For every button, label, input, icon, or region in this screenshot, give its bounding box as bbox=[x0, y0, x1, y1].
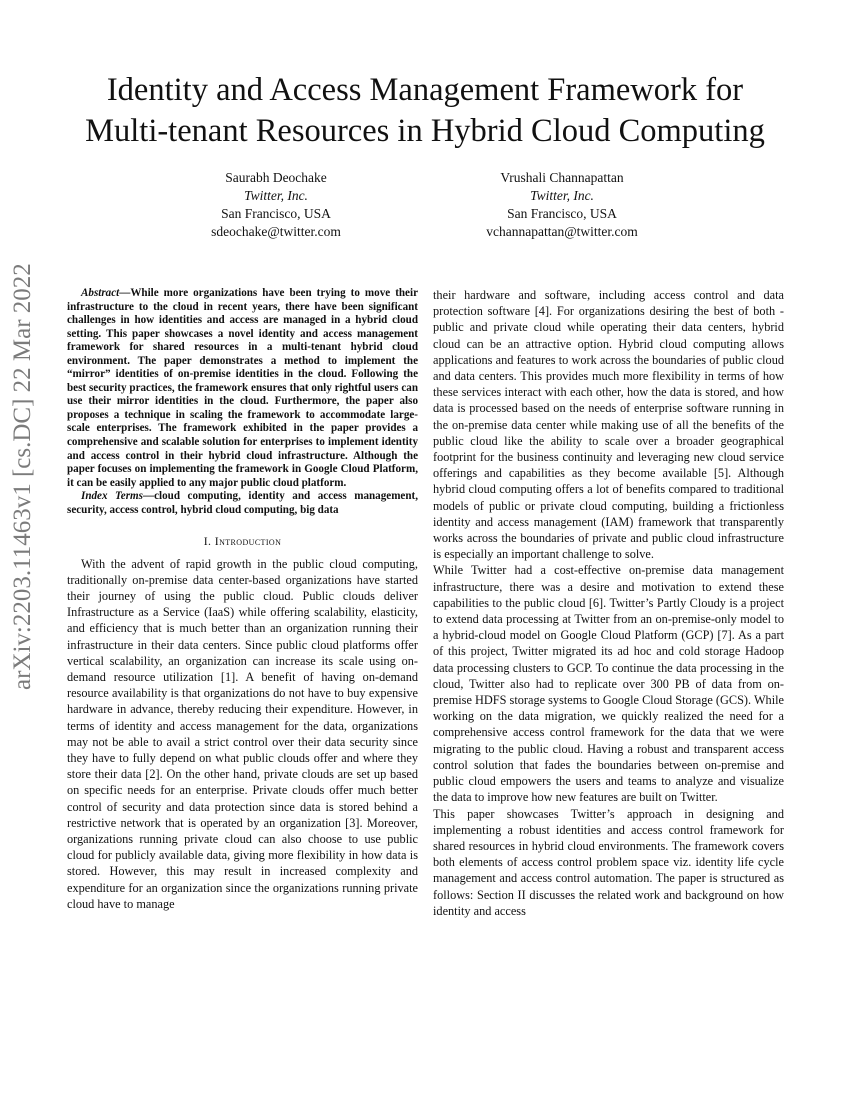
abstract-text: —While more organizations have been trying to move their infrastructure to the cloud in recent years, there have been significant challenges in how identities and access are managed in a hybrid cloud setting. This paper showcases a novel identity and access management framework for shared resources in a multi-tenant hybrid cloud environment. The paper demonstrates a method to implement the “mirror” identities of on-premise identities in the cloud. Following the best security practices, the framework ensures that only rightful users can use their mirror identities in the cloud. Furthermore, the paper also proposes a technique in scaling the framework to accommodate large-scale enterprises. The framework exhibited in the paper provides a comprehensive and scalable solution for enterprises to implement identity and access control in their hybrid cloud infrastructure. Although the paper focuses on implementing the framework in Google Cloud Platform, it can be easily applied to any major public cloud platform. bbox=[67, 287, 418, 489]
author-block-1 bbox=[126, 169, 426, 241]
author-block-2 bbox=[412, 169, 712, 241]
intro-paragraph-3: This paper showcases Twitter’s approach in designing and implementing a robust identities and access control framework for shared resources in hybrid cloud environments. The framework covers both elements of access control problem space viz. identity life cycle management and access control automation. The paper is structured as follows: Section II discusses the related work and background on how identity and access bbox=[433, 806, 784, 918]
author-email: vchannapattan@twitter.com bbox=[486, 224, 638, 239]
right-column bbox=[433, 287, 784, 919]
author-affiliation: Twitter, Inc. bbox=[530, 188, 594, 203]
section-title: Introduction bbox=[214, 534, 282, 549]
author-name: Vrushali Channapattan bbox=[500, 170, 624, 185]
arxiv-identifier: arXiv:2203.11463v1 [cs.DC] 22 Mar 2022 bbox=[9, 263, 36, 690]
author-name: Saurabh Deochake bbox=[225, 170, 327, 185]
index-terms-label: Index Terms bbox=[81, 490, 143, 503]
index-terms-text: —cloud computing, identity and access management, security, access control, hybrid cloud computing, big data bbox=[67, 490, 418, 516]
index-terms bbox=[67, 490, 418, 517]
author-location: San Francisco, USA bbox=[221, 206, 331, 221]
paper-title-line-2: Multi-tenant Resources in Hybrid Cloud Computing bbox=[85, 113, 765, 149]
author-affiliation: Twitter, Inc. bbox=[244, 188, 308, 203]
paper-title bbox=[40, 70, 810, 152]
author-email: sdeochake@twitter.com bbox=[211, 224, 341, 239]
abstract bbox=[67, 287, 418, 490]
intro-paragraph-2: While Twitter had a cost-effective on-premise data management infrastructure, there was a desire and motivation to extend these capabilities to the public cloud [6]. Twitter’s Partly Cloudy is a project to extend data processing at Twitter from an on-premise-only model to a hybrid-cloud model on Google Cloud Platform (GCP) [7]. As a part of this project, Twitter migrated its ad hoc and cold storage Hadoop data processing clusters to GCP. To continue the data processing in the cloud, Twitter also had to replicate over 300 PB of data from on-premise HDFS storage systems to Google Cloud Storage (GCS). While working on the data migration, we quickly realized the need for a comprehensive access control framework for the data that we were migrating to the public cloud. Having a robust and transparent access control solution that fades the boundaries between on-premise and public cloud empowers the users and teams to analyze and visualize the data to improve how new features are built on Twitter. bbox=[433, 563, 784, 805]
intro-paragraph-1: With the advent of rapid growth in the public cloud computing, traditionally on-premise data center-based organizations have started their journey of using the public cloud. Public clouds deliver Infrastructure as a Service (IaaS) while offering scalability, elasticity, and efficiency that is much better than an organization running their infrastructure in their data centers. Since public cloud platforms offer vertical scalability, an organization can increase its scale using on-demand resource utilization [1]. A benefit of having on-demand resource availability is that organizations do not have to buy expensive hardware in advance, thereby reducing their expenditure. However, in terms of identity and access management for the data, organizations may not be able to avail a strict control over their data security since they have to fully depend on what public clouds offer and where they store their data [2]. On the other hand, private clouds are set up based on specific needs for an enterprise. Private clouds offer much better control of security and data protection since data is stored behind a restrictive network that is operated by an organization [3]. Moreover, organizations running private cloud can also choose to use public cloud for publicly available data, giving more flexibility in how data is stored. However, this may result in increased complexity and expenditure for an organization since the organizations running private cloud have to manage bbox=[67, 556, 418, 911]
intro-paragraph-1-continued: their hardware and software, including access control and data protection software [4]. For organizations desiring the best of both - public and private cloud while operating their data centers, hybrid cloud can be an attractive option. Hybrid cloud computing allows applications and features to work across the boundaries of public cloud and data centers. This provides much more flexibility in terms of how these services interact with each other, how the data is stored, and how data is processed based on the needs of enterprise software running in the on-premise data center while making use of all the benefits of the public cloud like the ability to scale over a broader geographical footprint for the business continuity and leveraging new cloud service offerings and capabilities as they become available [5]. Although hybrid cloud computing offers a lot of benefits compared to traditional models of public or private cloud computing, building a frictionless identity and access management (IAM) framework that transparently works across the boundaries of private and public cloud infrastructure is especially an important challenge to solve. bbox=[433, 288, 784, 562]
abstract-label: Abstract bbox=[81, 287, 120, 299]
left-column bbox=[67, 287, 418, 912]
author-location: San Francisco, USA bbox=[507, 206, 617, 221]
section-heading-introduction bbox=[67, 533, 418, 549]
paper-title-line-1: Identity and Access Management Framework for bbox=[106, 72, 744, 108]
section-number: I. bbox=[203, 534, 212, 549]
